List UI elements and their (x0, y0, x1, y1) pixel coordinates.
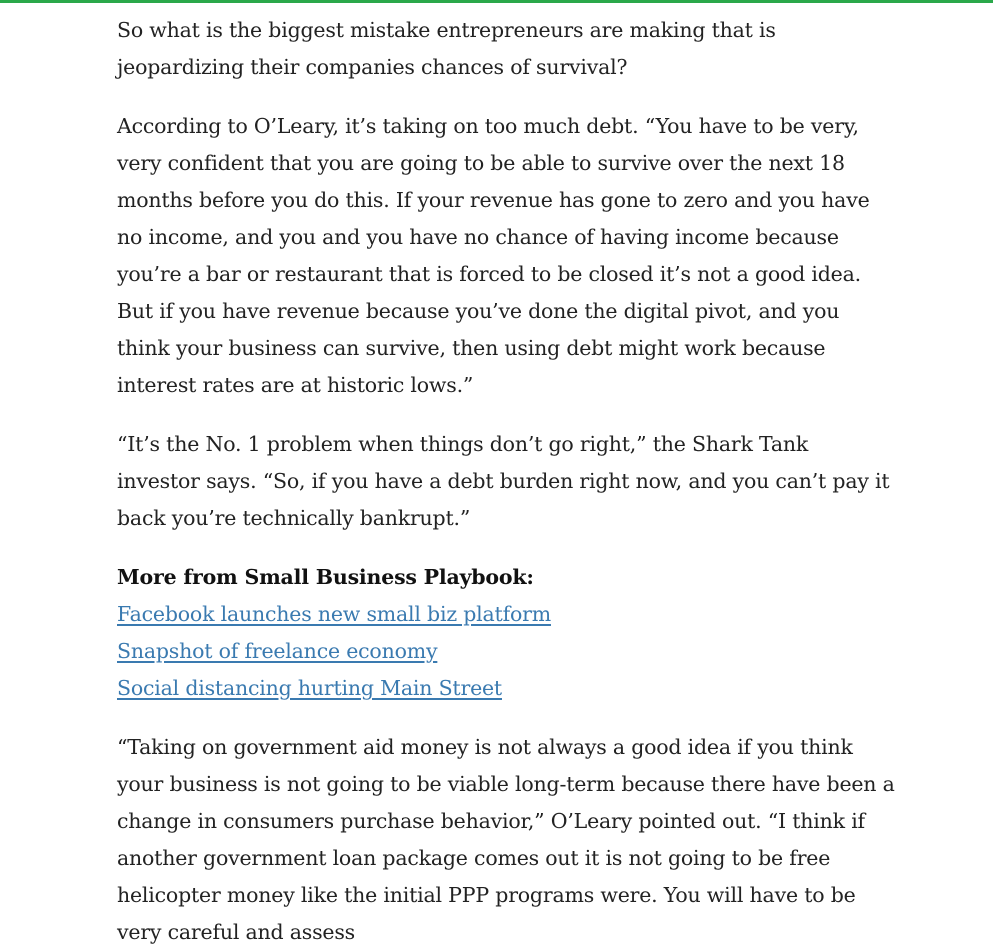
more-from-heading: More from Small Business Playbook: (117, 565, 534, 589)
paragraph-spacer (117, 707, 897, 729)
related-link-freelance[interactable]: Snapshot of freelance economy (117, 639, 438, 663)
paragraph-spacer (117, 404, 897, 426)
article-paragraph: “It’s the No. 1 problem when things don’t go right,” the Shark Tank investor says. “So, if you have a debt burden right now, and you can’t pay it back you’re technically bankrupt.” (117, 432, 890, 530)
paragraph-spacer (117, 86, 897, 108)
related-link-main-street[interactable]: Social distancing hurting Main Street (117, 676, 502, 700)
article-paragraph: So what is the biggest mistake entrepreneurs are making that is jeopardizing their companies chances of survival? (117, 18, 776, 79)
article-paragraph: “Taking on government aid money is not always a good idea if you think your business is not going to be viable long-term because there have been a change in consumers purchase behavior,” O’Leary pointed out. “I think if another government loan package comes out it is not going to be free helicopter money like the initial PPP programs were. You will have to be very careful and assess (117, 735, 895, 944)
related-link-facebook[interactable]: Facebook launches new small biz platform (117, 602, 551, 626)
paragraph-spacer (117, 537, 897, 559)
article-body (117, 0, 897, 951)
more-from-section (117, 559, 897, 707)
article-paragraph: According to O’Leary, it’s taking on too much debt. “You have to be very, very confident that you are going to be able to survive over the next 18 months before you do this. If your revenue has gone to zero and you have no income, and you and you have no chance of having income because you’re a bar or restaurant that is forced to be closed it’s not a good idea. But if you have revenue because you’ve done the digital pivot, and you think your business can survive, then using debt might work because interest rates are at historic lows.” (117, 114, 870, 397)
